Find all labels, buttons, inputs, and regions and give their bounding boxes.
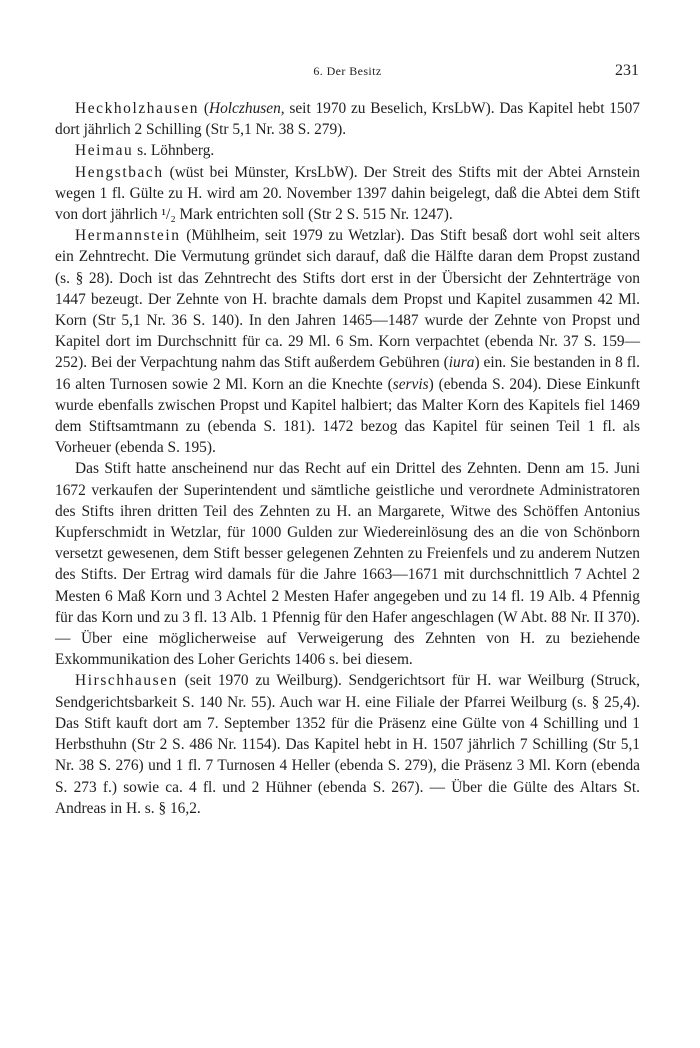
italic-text: Holczhusen, bbox=[208, 100, 285, 117]
text-run: ) (ebenda S. 204). Diese Einkunft wurde ebenfalls zwischen Propst und Kapitel halbiert; das Malter Korn des Kapitels fiel 1469 dem Stiftsamtmann zu (ebenda S. 181). 1472 bezog das Kapitel für seinen Teil 1 fl. als Vorheuer (ebenda S. 195). bbox=[55, 375, 641, 457]
text-run: s. Löhnberg. bbox=[133, 142, 215, 160]
body-text bbox=[55, 98, 640, 819]
entry-heimau bbox=[55, 140, 640, 161]
italic-text: servis bbox=[392, 375, 429, 393]
entry-hermannstein bbox=[55, 225, 640, 458]
running-header bbox=[56, 62, 639, 86]
chapter-title: 6. Der Besitz bbox=[313, 64, 382, 78]
text-run: ( bbox=[199, 100, 209, 117]
place-name: Hengstbach bbox=[75, 163, 164, 181]
text-run: (seit 1970 zu Weilburg). Sendgerichtsort für H. war Weilburg (Struck, Sendgerichtsbarkeit S. 140 Nr. 55). Auch war H. eine Filiale der Pfarrei Weilburg (s. § 25,4). Das Stift kauft dort am 7. September 1352 für die Präsenz eine Gülte von 4 Schilling und 1 Herbsthuhn (Str 2 S. 486 Nr. 1154). Das Kapitel hebt in H. 1507 jährlich 7 Schilling (Str 5,1 Nr. 38 S. 276) und 1 fl. 7 Turnosen 4 Heller (ebenda S. 279), die Präsenz 3 Ml. Korn (ebenda S. 273 f.) sowie ca. 4 fl. und 2 Hühner (ebenda S. 267). — Über die Gülte des Altars St. Andreas in H. s. § 16,2. bbox=[55, 672, 640, 817]
text-run: seit 1970 zu Beselich, KrsLbW). Das Kapitel hebt 1507 dort jährlich 2 Schilling (Str 5,1 Nr. 38 S. 279). bbox=[55, 100, 640, 139]
text-run: ) ein. Sie bestanden in 8 fl. 16 alten Turnosen sowie 2 Ml. Korn an die Knechte ( bbox=[55, 354, 640, 393]
place-name: Heimau bbox=[75, 142, 134, 160]
italic-text: iura bbox=[448, 354, 475, 372]
text-run: Das Stift hatte anscheinend nur das Recht auf ein Drittel des Zehnten. Denn am 15. Juni 1672 verkaufen der Superintendent und sämtliche geistliche und verordnete Administratoren des Stifts ihren dritten Teil des Zehnten zu H. an Margarete, Witwe des Schöffen Antonius Kupferschmidt in Wetzlar, für 1000 Gulden zur Wiedereinlösung des an die von Schönborn versetzt gewesenen, dem Stift besser gelegenen Zehnten zu Freienfels und zu anderem Nutzen des Stifts. Der Ertrag wird damals für die Jahre 1663—1671 mit durchschnittlich 7 Achtel 2 Mesten 6 Maß Korn und 3 Achtel 2 Mesten Hafer angegeben und zu 14 fl. 19 Alb. 4 Pfennig für das Korn und zu 3 fl. 13 Alb. 1 Pfennig für den Hafer angeschlagen (W Abt. 88 Nr. II 370). — Über eine möglicherweise auf Verweigerung des Zehnten von H. zu beziehende Exkommunikation des Loher Gerichts 1406 s. bei diesem. bbox=[55, 460, 640, 669]
text-run: (wüst bei Münster, KrsLbW). Der Streit des Stifts mit der Abtei Arnstein wegen 1 fl. Gülte zu H. wird am 20. November 1397 dahin beigelegt, daß die Abtei dem Stift von dort jährlich ¹/₂ Mark entrichten soll (Str 2 S. 515 Nr. 1247). bbox=[55, 163, 640, 224]
entry-hirschhausen bbox=[55, 670, 640, 818]
paragraph-zehnten bbox=[55, 458, 640, 670]
place-name: Hermannstein bbox=[75, 227, 181, 245]
page-number: 231 bbox=[615, 62, 639, 79]
place-name: Heckholzhausen bbox=[75, 100, 200, 117]
place-name: Hirschhausen bbox=[75, 672, 178, 690]
entry-hengstbach bbox=[55, 162, 640, 226]
text-run: (Mühlheim, seit 1979 zu Wetzlar). Das Stift besaß dort wohl seit alters ein Zehntrecht. Die Vermutung gründet sich darauf, daß die Hälfte daran dem Propst zustand (s. § 28). Doch ist das Zehntrecht des Stifts dort erst in der Übersicht der Zehnterträge von 1447 bezeugt. Der Zehnte von H. brachte damals dem Propst und Kapitel zusammen 42 Ml. Korn (Str 5,1 Nr. 36 S. 140). In den Jahren 1465—1487 wurde der Zehnte von Propst und Kapitel dort im Durchschnitt für ca. 29 Ml. 6 Sm. Korn verpachtet (ebenda Nr. 37 S. 159—252). Bei der Verpachtung nahm das Stift außerdem Gebühren ( bbox=[55, 227, 640, 372]
entry-heckholzhausen bbox=[55, 98, 640, 140]
